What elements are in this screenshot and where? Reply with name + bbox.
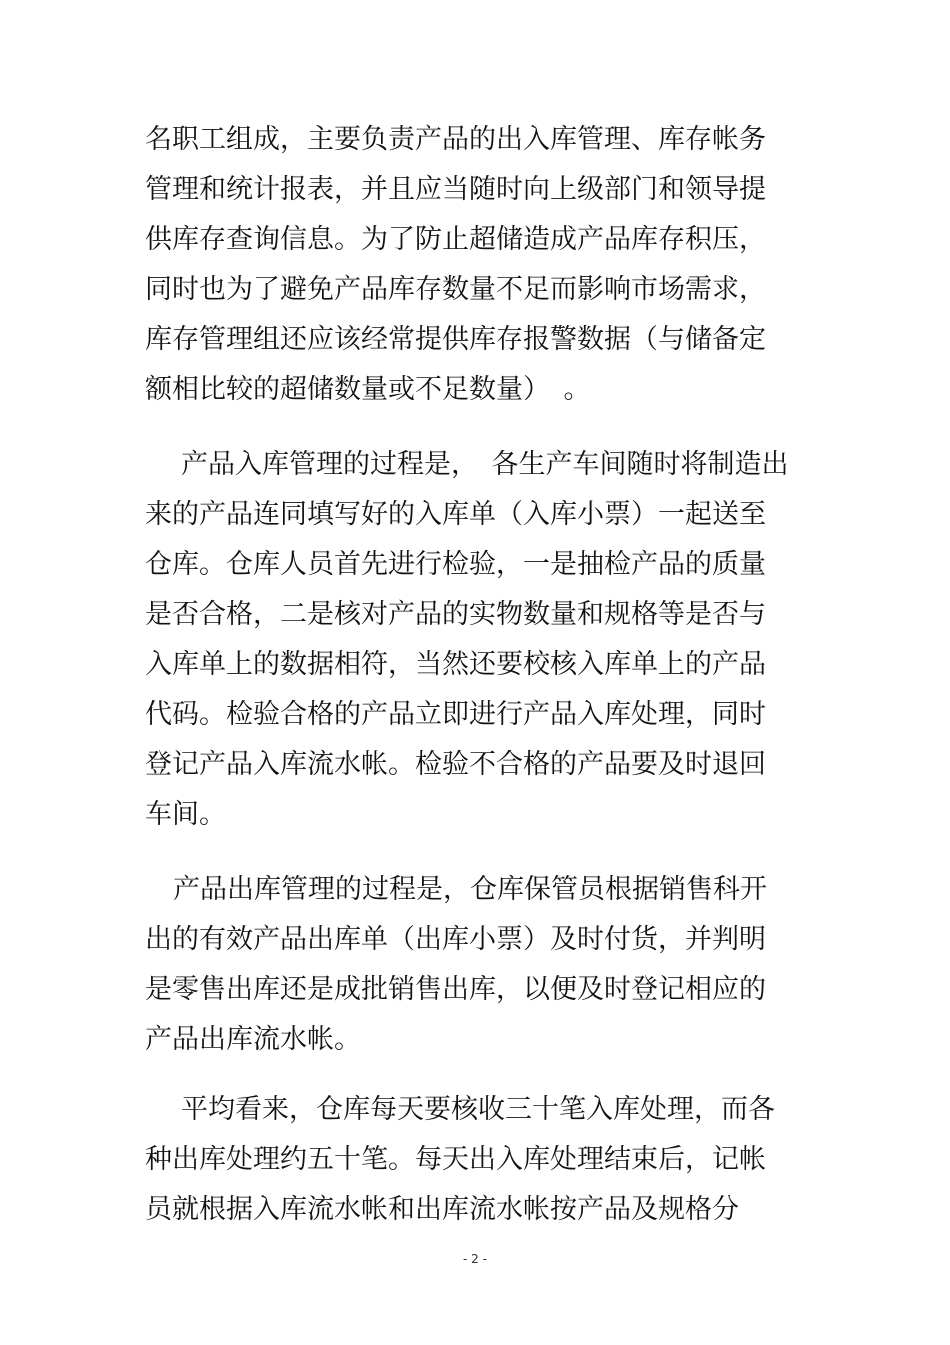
page-number: - 2 -	[463, 1252, 487, 1266]
paragraph-warehouse-staff	[145, 115, 805, 415]
text-line: 车间。	[145, 799, 226, 830]
text-line: 产品出库管理的过程是，仓库保管员根据销售科开	[173, 874, 767, 905]
text-line: 库存管理组还应该经常提供库存报警数据（与储备定	[145, 324, 766, 355]
text-line: 产品入库管理的过程是， 各生产车间随时将制造出	[181, 449, 789, 480]
paragraph-outbound-process	[145, 865, 805, 1065]
text-line: 来的产品连同填写好的入库单（入库小票）一起送至	[145, 499, 766, 530]
text-line: 登记产品入库流水帐。检验不合格的产品要及时退回	[145, 749, 766, 780]
text-line: 是否合格，二是核对产品的实物数量和规格等是否与	[145, 599, 766, 630]
text-line: 平均看来，仓库每天要核收三十笔入库处理，而各	[181, 1094, 775, 1125]
text-line: 是零售出库还是成批销售出库，以便及时登记相应的	[145, 974, 766, 1005]
paragraph-daily-volume	[145, 1085, 805, 1235]
text-line: 代码。检验合格的产品立即进行产品入库处理，同时	[145, 699, 766, 730]
text-line: 供库存查询信息。为了防止超储造成产品库存积压，	[145, 224, 766, 255]
text-line: 名职工组成，主要负责产品的出入库管理、库存帐务	[145, 124, 766, 155]
text-line: 种出库处理约五十笔。每天出入库处理结束后，记帐	[145, 1144, 766, 1175]
text-line: 额相比较的超储数量或不足数量） 。	[145, 374, 591, 405]
text-line: 员就根据入库流水帐和出库流水帐按产品及规格分	[145, 1194, 739, 1225]
paragraph-inbound-process	[145, 440, 805, 840]
text-line: 同时也为了避免产品库存数量不足而影响市场需求，	[145, 274, 766, 305]
text-line: 出的有效产品出库单（出库小票）及时付货，并判明	[145, 924, 766, 955]
text-line: 仓库。仓库人员首先进行检验，一是抽检产品的质量	[145, 549, 766, 580]
text-line: 入库单上的数据相符，当然还要校核入库单上的产品	[145, 649, 766, 680]
text-line: 管理和统计报表，并且应当随时向上级部门和领导提	[145, 174, 766, 205]
text-line: 产品出库流水帐。	[145, 1024, 361, 1055]
